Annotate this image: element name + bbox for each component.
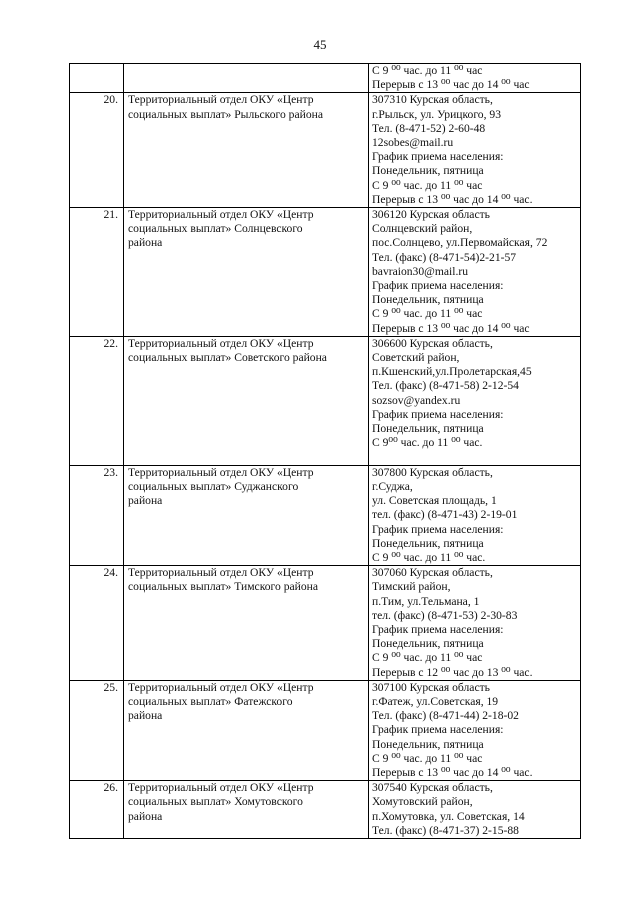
- info-line: Хомутовский район,: [372, 795, 473, 809]
- info-line: График приема населения:: [372, 407, 504, 421]
- row-number: 25.: [70, 680, 124, 780]
- row-number: 26.: [70, 781, 124, 839]
- name-line: Территориальный отдел ОКУ «Центр: [128, 781, 314, 795]
- offices-table: [69, 63, 581, 839]
- info-line: С 9 ⁰⁰ час. до 11 ⁰⁰ час: [372, 307, 483, 321]
- info-line: График приема населения:: [372, 150, 504, 164]
- info-line: 306120 Курская область: [372, 208, 490, 222]
- info-line: Тел. (факс) (8-471-58) 2-12-54: [372, 379, 519, 393]
- office-contact-info: [369, 208, 581, 337]
- office-name: [124, 680, 369, 780]
- info-line: п.Кшенский,ул.Пролетарская,45: [372, 365, 532, 379]
- info-line: 12sobes@mail.ru: [372, 136, 454, 150]
- office-contact-info: [369, 336, 581, 465]
- info-line: г.Фатеж, ул.Советская, 19: [372, 694, 499, 708]
- info-line: Перерыв с 13 ⁰⁰ час до 14 ⁰⁰ час: [372, 321, 530, 335]
- name-line: Территориальный отдел ОКУ «Центр: [128, 680, 314, 694]
- info-line: Перерыв с 12 ⁰⁰ час до 13 ⁰⁰ час.: [372, 665, 533, 679]
- info-line: С 9 ⁰⁰ час. до 11 ⁰⁰ час: [372, 64, 483, 77]
- table-row: [70, 336, 581, 465]
- table-row: [70, 465, 581, 565]
- info-line: ул. Советская площадь, 1: [372, 494, 497, 508]
- name-line: Территориальный отдел ОКУ «Центр: [128, 465, 314, 479]
- name-line: района: [128, 709, 163, 723]
- info-line: С 9 ⁰⁰ час. до 11 ⁰⁰ час: [372, 751, 483, 765]
- info-line: Понедельник, пятница: [372, 637, 484, 651]
- info-line: Понедельник, пятница: [372, 293, 484, 307]
- info-line: тел. (факс) (8-471-43) 2-19-01: [372, 508, 518, 522]
- info-line: Тел. (факс) (8-471-37) 2-15-88: [372, 823, 519, 837]
- office-name: [124, 566, 369, 681]
- info-line: С 9 ⁰⁰ час. до 11 ⁰⁰ час.: [372, 550, 486, 564]
- info-line: пос.Солнцево, ул.Первомайская, 72: [372, 236, 548, 250]
- info-line: Перерыв с 13 ⁰⁰ час до 14 ⁰⁰ час.: [372, 192, 533, 206]
- row-number: 23.: [70, 465, 124, 565]
- table-row: [70, 781, 581, 839]
- info-line: Понедельник, пятница: [372, 164, 484, 178]
- info-line: Тел. (факс) (8-471-44) 2-18-02: [372, 709, 519, 723]
- row-number: 21.: [70, 208, 124, 337]
- row-number: 22.: [70, 336, 124, 465]
- row-number: [70, 64, 124, 93]
- office-contact-info: [369, 680, 581, 780]
- name-line: социальных выплат» Суджанского: [128, 479, 299, 493]
- name-line: социальных выплат» Советского района: [128, 351, 327, 365]
- info-line: sozsov@yandex.ru: [372, 393, 461, 407]
- info-line: График приема населения:: [372, 522, 504, 536]
- name-line: района: [128, 809, 163, 823]
- name-line: Территориальный отдел ОКУ «Центр: [128, 566, 314, 580]
- info-line: Советский район,: [372, 351, 460, 365]
- name-line: Территориальный отдел ОКУ «Центр: [128, 336, 314, 350]
- info-line: Тел. (факс) (8-471-54)2-21-57: [372, 250, 517, 264]
- name-line: района: [128, 494, 163, 508]
- office-contact-info: [369, 64, 581, 93]
- row-number: 24.: [70, 566, 124, 681]
- info-line: График приема населения:: [372, 279, 504, 293]
- info-line: п.Хомутовка, ул. Советская, 14: [372, 809, 525, 823]
- info-line: Понедельник, пятница: [372, 737, 484, 751]
- office-contact-info: [369, 566, 581, 681]
- table-row: [70, 566, 581, 681]
- info-line: 307060 Курская область,: [372, 566, 493, 580]
- info-line: [372, 450, 580, 464]
- name-line: социальных выплат» Хомутовского: [128, 795, 303, 809]
- info-line: Перерыв с 13 ⁰⁰ час до 14 ⁰⁰ час.: [372, 765, 533, 779]
- info-line: 307100 Курская область: [372, 680, 490, 694]
- info-line: График приема населения:: [372, 622, 504, 636]
- info-line: 307540 Курская область,: [372, 781, 493, 795]
- info-line: С 9 ⁰⁰ час. до 11 ⁰⁰ час: [372, 651, 483, 665]
- office-name: [124, 781, 369, 839]
- table-row: [70, 93, 581, 208]
- name-line: социальных выплат» Рыльского района: [128, 107, 323, 121]
- info-line: 307310 Курская область,: [372, 93, 493, 107]
- name-line: Территориальный отдел ОКУ «Центр: [128, 208, 314, 222]
- info-line: 307800 Курская область,: [372, 465, 493, 479]
- info-line: Понедельник, пятница: [372, 536, 484, 550]
- office-contact-info: [369, 781, 581, 839]
- info-line: Солнцевский район,: [372, 222, 473, 236]
- table-row: [70, 208, 581, 337]
- info-line: График приема населения:: [372, 723, 504, 737]
- office-name: [124, 465, 369, 565]
- office-name: [124, 64, 369, 93]
- info-line: bavraion30@mail.ru: [372, 264, 468, 278]
- office-contact-info: [369, 93, 581, 208]
- name-line: социальных выплат» Солнцевского: [128, 222, 303, 236]
- info-line: Тимский район,: [372, 580, 451, 594]
- info-line: г.Суджа,: [372, 479, 413, 493]
- name-line: района: [128, 236, 163, 250]
- name-line: социальных выплат» Тимского района: [128, 580, 318, 594]
- info-line: тел. (факс) (8-471-53) 2-30-83: [372, 608, 518, 622]
- name-line: Территориальный отдел ОКУ «Центр: [128, 93, 314, 107]
- offices-table-body: [70, 64, 581, 839]
- office-name: [124, 336, 369, 465]
- info-line: С 9 ⁰⁰ час. до 11 ⁰⁰ час: [372, 178, 483, 192]
- info-line: 306600 Курская область,: [372, 336, 493, 350]
- info-line: п.Тим, ул.Тельмана, 1: [372, 594, 480, 608]
- table-row: [70, 680, 581, 780]
- office-contact-info: [369, 465, 581, 565]
- office-name: [124, 208, 369, 337]
- info-line: Тел. (8-471-52) 2-60-48: [372, 121, 486, 135]
- info-line: Перерыв с 13 ⁰⁰ час до 14 ⁰⁰ час: [372, 78, 530, 92]
- info-line: г.Рыльск, ул. Урицкого, 93: [372, 107, 501, 121]
- info-line: С 9⁰⁰ час. до 11 ⁰⁰ час.: [372, 436, 483, 450]
- name-line: социальных выплат» Фатежского: [128, 694, 293, 708]
- row-number: 20.: [70, 93, 124, 208]
- office-name: [124, 93, 369, 208]
- page-number: 45: [313, 37, 327, 52]
- table-row: [70, 64, 581, 93]
- info-line: Понедельник, пятница: [372, 422, 484, 436]
